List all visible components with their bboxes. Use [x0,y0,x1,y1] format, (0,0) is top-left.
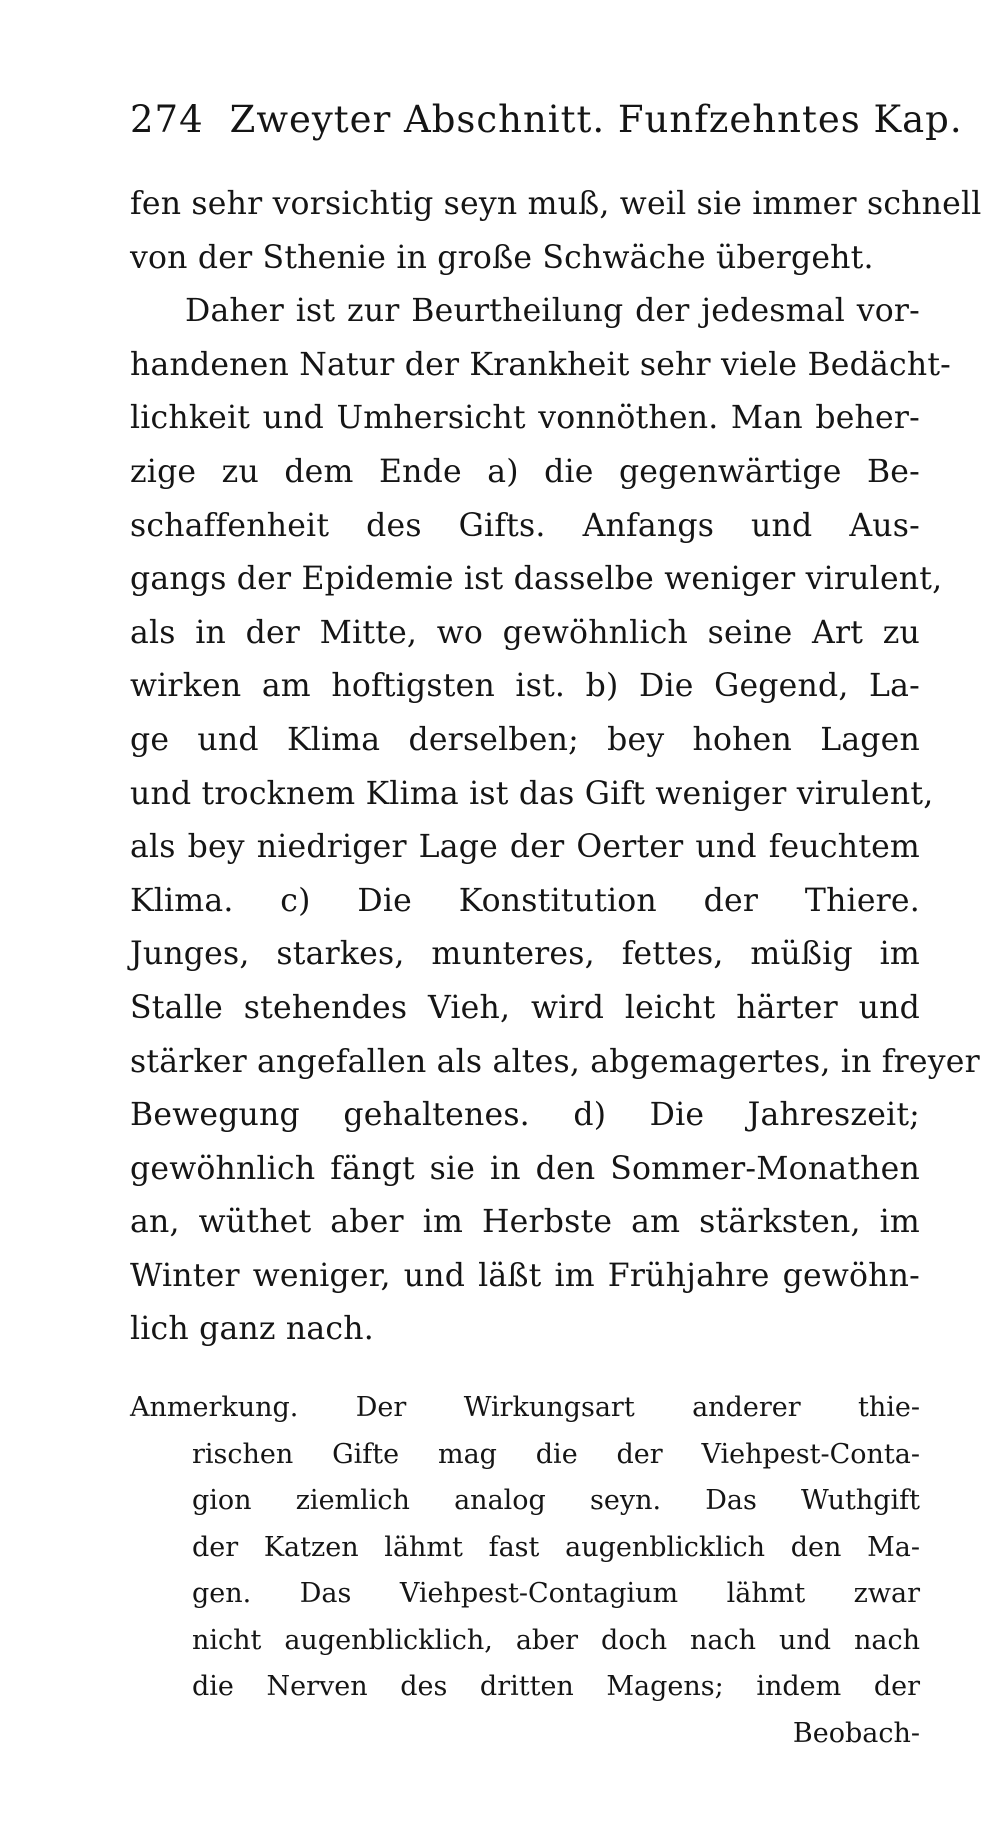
text-line: und trocknem Klima ist das Gift weniger virulent, [130,775,934,812]
footnote-block [130,1385,920,1757]
text-line: handenen Natur der Krankheit sehr viele Bedächt- [130,346,952,383]
text-line: von der Sthenie in große Schwäche übergeht. [130,239,874,276]
text-line: gewöhnlich fängt sie in den Sommer-Monathen [130,1150,920,1187]
note-line: rischen Gifte mag die der Viehpest-Conta- [192,1438,920,1470]
page-header [130,98,963,158]
text-line: Klima. c) Die Konstitution der Thiere. [130,882,920,919]
text-line: Daher ist zur Beurtheilung der jedesmal vor- [185,293,920,330]
text-line: zige zu dem Ende a) die gegenwärtige Be- [130,453,920,490]
text-line: lich ganz nach. [130,1311,374,1348]
text-line: an, wüthet aber im Herbste am stärksten, im [130,1204,920,1241]
note-line: die Nerven des dritten Magens; indem der [192,1671,920,1702]
note-line: nicht augenblicklich, aber doch nach und nach [192,1624,920,1656]
text-line: ge und Klima derselben; bey hohen Lagen [130,721,920,758]
main-text [130,178,982,1357]
text-line: lichkeit und Umhersicht vonnöthen. Man beher- [130,400,920,437]
text-line: als in der Mitte, wo gewöhnlich seine Art zu [130,614,920,651]
page-number: 274 [130,98,204,141]
text-line: schaffenheit des Gifts. Anfangs und Aus- [130,507,920,544]
text-line: Winter weniger, und läßt im Frühjahre gewöhn- [130,1257,920,1294]
note-line: gion ziemlich analog seyn. Das Wuthgift [192,1485,920,1516]
text-line: als bey niedriger Lage der Oerter und feuchtem [130,829,920,866]
text-line: Junges, starkes, munteres, fettes, müßig im [130,936,920,973]
catchword: Beobach- [792,1717,920,1749]
note-line: der Katzen lähmt fast augenblicklich den Ma- [192,1531,920,1563]
text-line: Stalle stehendes Vieh, wird leicht härter und [130,989,920,1026]
note-line: gen. Das Viehpest-Contagium lähmt zwar [192,1578,920,1609]
text-line: gangs der Epidemie ist dasselbe weniger virulent, [130,561,943,598]
text-line: fen sehr vorsichtig seyn muß, weil sie immer schnell [130,186,982,222]
note-line: Anmerkung. Der Wirkungsart anderer thie- [130,1392,920,1423]
text-line: stärker angefallen als altes, abgemagertes, in freyer [130,1043,980,1080]
text-line: wirken am hoftigsten ist. b) Die Gegend, La- [130,668,920,705]
text-line: Bewegung gehaltenes. d) Die Jahreszeit; [130,1097,920,1134]
running-head: Zweyter Abschnitt. Funfzehntes Kap. [229,98,963,141]
